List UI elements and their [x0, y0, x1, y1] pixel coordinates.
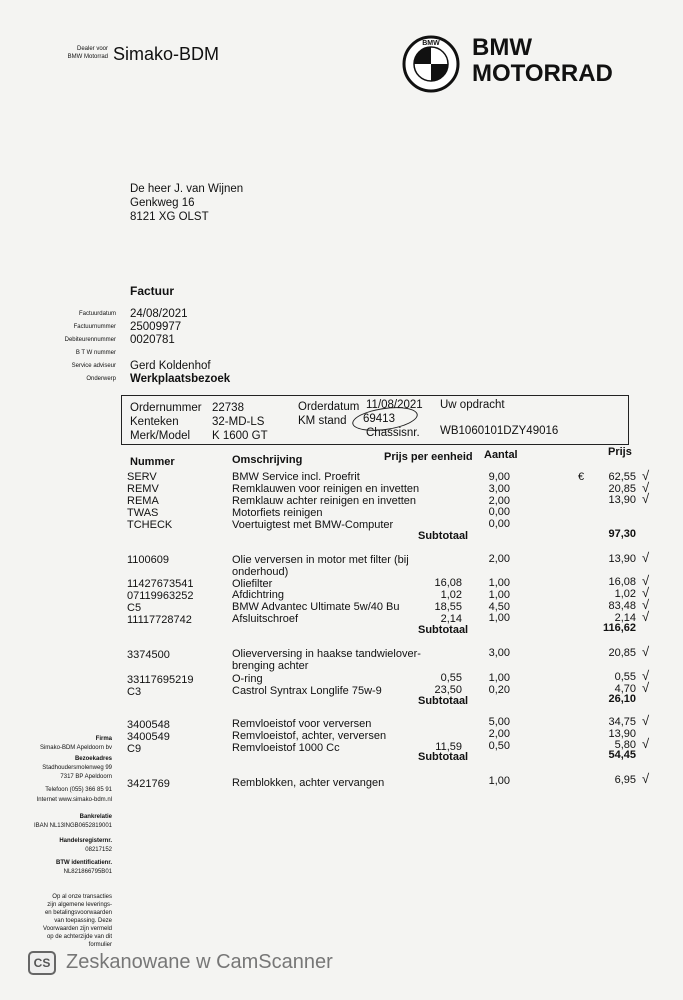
table-row-aantal: 1,00 — [488, 671, 510, 684]
header-prijs-eenheid: Prijs per eenheid — [384, 451, 473, 463]
table-row-prijs: 13,90 — [608, 494, 636, 507]
sidebar-line: NL821866795B01 — [63, 869, 112, 875]
invoice-field-value: 0020781 — [130, 334, 175, 346]
table-row-prijs: 2,14 — [614, 612, 636, 625]
table-row-omschrijving: Remblokken, achter vervangen — [232, 776, 385, 789]
table-row-aantal: 2,00 — [488, 728, 510, 741]
table-row-prijs-eenheid: 18,55 — [434, 600, 462, 613]
table-row-prijs: 83,48 — [608, 600, 636, 613]
table-row-aantal: 5,00 — [488, 716, 510, 729]
table-row-omschrijving: Remvloeistof voor verversen — [232, 718, 372, 731]
opdracht: Uw opdracht — [440, 399, 505, 411]
table-row-prijs: 34,75 — [608, 715, 636, 728]
table-row-omschrijving-2: brenging achter — [232, 660, 309, 673]
check-mark-icon: √ — [642, 597, 650, 613]
table-row-nummer: 3374500 — [127, 649, 170, 661]
check-mark-icon: √ — [642, 736, 650, 752]
subtotal-label: Subtotaal — [418, 530, 469, 543]
table-row-nummer: 1100609 — [127, 554, 170, 566]
table-row-omschrijving-2: onderhoud) — [232, 565, 289, 578]
check-mark-icon: √ — [642, 668, 650, 684]
check-mark-icon: √ — [642, 479, 650, 495]
table-row-aantal: 1,00 — [488, 576, 510, 589]
table-row-nummer: REMA — [127, 495, 159, 507]
sidebar-line: van toepassing. Deze — [54, 918, 112, 924]
invoice-field-label: Factuurnummer — [73, 324, 116, 330]
table-row-nummer: SERV — [127, 471, 157, 483]
scanner-footer — [0, 945, 683, 1000]
sidebar-line: zijn algemene leverings- — [47, 902, 112, 908]
table-row-omschrijving: Olieverversing in haakse tandwielover- — [232, 648, 421, 661]
subtotal-value: 26,10 — [608, 693, 636, 706]
invoice-field-label: Debiteurennummer — [64, 337, 116, 343]
sidebar-line: IBAN NL13INGB0652819001 — [33, 823, 112, 829]
table-row-aantal: 2,00 — [488, 494, 510, 507]
table-row-prijs-eenheid: 11,59 — [435, 740, 462, 753]
camscanner-badge: CS — [28, 951, 56, 975]
brand-line2: MOTORRAD — [472, 60, 613, 87]
check-mark-icon: √ — [642, 491, 650, 507]
sidebar-line: Internet www.simako-bdm.nl — [36, 797, 112, 803]
table-row-nummer: 3400548 — [127, 719, 170, 731]
table-row-omschrijving: BMW Service incl. Proefrit — [232, 470, 360, 483]
subtotal-value: 54,45 — [608, 749, 636, 762]
customer-street: Genkweg 16 — [130, 197, 195, 209]
sidebar-line: Stadhoudersmolenweg 99 — [42, 765, 112, 771]
table-row-prijs-eenheid: 0,55 — [440, 672, 462, 685]
subtotal-value: 116,62 — [602, 621, 636, 634]
table-row-aantal: 0,50 — [488, 740, 510, 753]
ordernummer-value: 22738 — [212, 402, 244, 414]
table-row-nummer: 11117728742 — [127, 614, 192, 626]
table-row-aantal: 3,00 — [488, 482, 510, 495]
table-row-omschrijving: Remklauwen voor reinigen en invetten — [232, 482, 420, 495]
dealer-name: Simako-BDM — [113, 44, 220, 64]
table-row-aantal: 1,00 — [488, 612, 510, 625]
header-nummer: Nummer — [130, 456, 175, 468]
bmw-logo-text: BMW — [422, 40, 440, 47]
table-row-aantal: 2,00 — [488, 553, 510, 565]
sidebar-line: formulier — [88, 942, 112, 948]
table-row-omschrijving: Voertuigtest met BMW-Computer — [232, 518, 394, 531]
table-row-omschrijving: Remvloeistof, achter, verversen — [232, 729, 387, 742]
subtotal-label: Subtotaal — [418, 695, 469, 708]
table-row-nummer: C5 — [127, 602, 142, 614]
invoice-field-value: Gerd Koldenhof — [130, 360, 211, 372]
table-row-nummer: 11427673541 — [127, 578, 194, 590]
check-mark-icon: √ — [642, 585, 650, 601]
table-row-omschrijving: Motorfiets reinigen — [232, 506, 323, 519]
dealer-prefix-2: BMW Motorrad — [67, 54, 108, 60]
table-row-aantal: 0,00 — [488, 518, 510, 531]
ordernummer-label: Ordernummer — [130, 402, 202, 414]
orderdatum-value: 11/08/2021 — [366, 399, 423, 411]
table-row-aantal: 0,00 — [488, 506, 510, 519]
chassis-value: WB1060101DZY49016 — [440, 425, 559, 437]
kmstand-label: KM stand — [298, 415, 347, 427]
table-row-prijs: 20,85 — [608, 482, 636, 495]
check-mark-icon: √ — [642, 712, 650, 728]
sidebar-line: 08217152 — [85, 847, 112, 853]
table-row-nummer: 3421769 — [127, 778, 170, 790]
header-prijs: Prijs — [608, 446, 632, 458]
header-omschrijving: Omschrijving — [232, 454, 303, 466]
table-row-prijs: 20,85 — [608, 646, 636, 659]
check-mark-icon: √ — [642, 643, 650, 659]
sidebar-line: en betalingsvoorwaarden — [44, 910, 112, 916]
table-row-omschrijving: Afsluitschroef — [232, 613, 299, 626]
invoice-field-value: Werkplaatsbezoek — [130, 373, 231, 385]
table-row-aantal: 3,00 — [488, 647, 510, 660]
table-row-prijs: 1,02 — [614, 588, 636, 601]
customer-city: 8121 XG OLST — [130, 211, 209, 223]
table-row-prijs: 62,55 — [608, 470, 636, 483]
invoice-field-value: 25009977 — [130, 321, 182, 333]
sidebar-line: Bankrelatie — [79, 814, 112, 820]
orderdatum-label: Orderdatum — [298, 401, 360, 413]
kenteken-value: 32-MD-LS — [212, 416, 265, 428]
invoice-field-value: 24/08/2021 — [130, 308, 188, 320]
currency-symbol: € — [578, 470, 585, 483]
table-row-prijs: 0,55 — [614, 671, 636, 684]
check-mark-icon: √ — [642, 467, 650, 483]
camscanner-text: Zeskanowane w CamScanner — [66, 951, 333, 973]
sidebar-line: Voorwaarden zijn vermeld — [42, 926, 112, 932]
table-row-omschrijving: Castrol Syntrax Longlife 75w-9 — [232, 685, 382, 698]
table-row-aantal: 0,20 — [488, 683, 510, 696]
customer-name: De heer J. van Wijnen — [130, 183, 244, 195]
table-row-omschrijving: Oliefilter — [232, 577, 273, 590]
subtotal-value: 97,30 — [608, 528, 636, 541]
check-mark-icon: √ — [642, 573, 650, 589]
sidebar-line: Firma — [95, 736, 112, 742]
kenteken-label: Kenteken — [130, 416, 179, 428]
sidebar-line: 7317 BP Apeldoorn — [60, 774, 112, 780]
table-row-omschrijving: BMW Advantec Ultimate 5w/40 Bu — [232, 601, 400, 614]
table-row-nummer: 3400549 — [127, 731, 170, 743]
table-row-prijs: 16,08 — [608, 576, 636, 589]
table-row-nummer: TWAS — [127, 507, 159, 519]
table-row-omschrijving: Olie verversen in motor met filter (bij — [232, 553, 409, 566]
table-row-nummer: REMV — [127, 483, 159, 495]
merkmodel-label: Merk/Model — [130, 430, 191, 442]
check-mark-icon: √ — [642, 549, 650, 565]
table-row-prijs-eenheid: 1,02 — [440, 588, 462, 601]
table-row-prijs-eenheid: 16,08 — [434, 577, 462, 590]
table-row-prijs-eenheid: 23,50 — [434, 684, 462, 697]
invoice-field-label: Onderwerp — [86, 376, 116, 382]
table-row-prijs-eenheid: 2,14 — [440, 612, 462, 625]
table-row-nummer: 07119963252 — [127, 590, 194, 602]
subtotal-label: Subtotaal — [418, 623, 469, 636]
subtotal-label: Subtotaal — [418, 751, 469, 764]
merkmodel-value: K 1600 GT — [212, 430, 268, 442]
invoice-field-label: B T W nummer — [75, 350, 116, 356]
sidebar-line: BTW identificatienr. — [55, 860, 112, 866]
sidebar-line: Bezoekadres — [74, 756, 112, 762]
table-row-nummer: 33117695219 — [127, 674, 194, 686]
table-row-aantal: 1,00 — [488, 588, 510, 601]
table-row-prijs: 4,70 — [614, 683, 636, 696]
table-row-nummer: TCHECK — [127, 519, 173, 531]
table-row-aantal: 9,00 — [488, 470, 510, 483]
table-row-nummer: C3 — [127, 686, 142, 698]
sidebar-line: Telefoon (055) 366 85 91 — [45, 787, 112, 793]
table-row-aantal: 1,00 — [488, 774, 510, 787]
table-row-omschrijving: Remklauw achter reinigen en invetten — [232, 494, 417, 507]
table-row-prijs: 13,90 — [608, 552, 636, 565]
check-mark-icon: √ — [642, 609, 650, 625]
chassis-label: Chassisnr. — [366, 427, 420, 439]
header-aantal: Aantal — [484, 449, 518, 461]
brand-line1: BMW — [472, 34, 532, 61]
sidebar-line: Op al onze transacties — [52, 894, 112, 900]
sidebar-line: op de achterzijde van dit — [46, 934, 112, 940]
check-mark-icon: √ — [642, 680, 650, 696]
kmstand-value: 69413 — [363, 413, 395, 425]
invoice-field-label: Factuurdatum — [78, 311, 116, 317]
table-row-prijs: 5,80 — [614, 739, 636, 752]
sidebar-line: Handelsregisternr. — [59, 838, 112, 844]
table-row-nummer: C9 — [127, 743, 142, 755]
table-row-omschrijving: Afdichtring — [232, 589, 284, 602]
table-row-omschrijving: O-ring — [232, 673, 263, 686]
invoice-field-label: Service adviseur — [71, 363, 116, 369]
bmw-logo-icon — [402, 35, 460, 93]
table-row-prijs: 6,95 — [614, 774, 636, 787]
table-row-omschrijving: Remvloeistof 1000 Cc — [232, 741, 340, 754]
table-row-prijs: 13,90 — [608, 727, 636, 740]
check-mark-icon: √ — [642, 771, 650, 787]
invoice-title: Factuur — [130, 284, 175, 298]
table-row-aantal: 4,50 — [488, 600, 510, 613]
dealer-prefix-1: Dealer voor — [76, 46, 108, 52]
sidebar-line: Simako-BDM Apeldoorn bv — [39, 745, 112, 751]
